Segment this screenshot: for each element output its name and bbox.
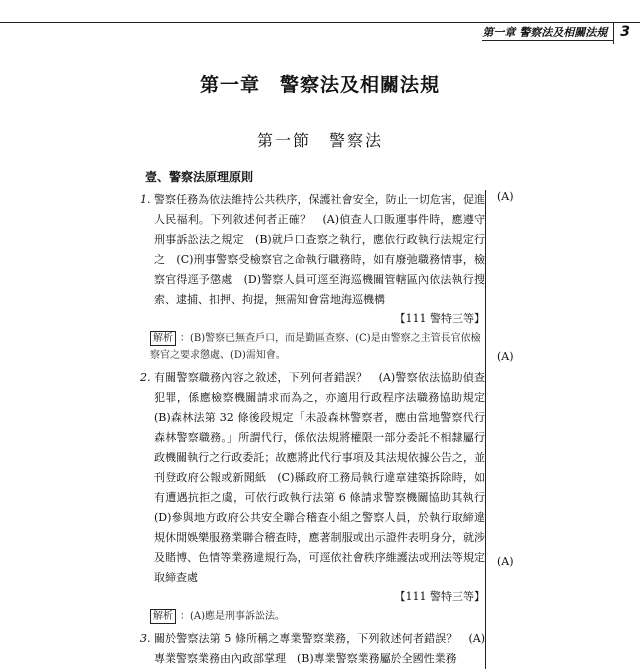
subheading: 壹、警察法原理原則 bbox=[145, 170, 254, 184]
running-header-title: 第一章 警察法及相關法規 bbox=[482, 22, 613, 41]
question-text: 有關警察職務內容之敘述，下列何者錯誤？ (A)警察依法協助偵查犯罪，係應檢察機關請求而為之，亦適用行政程序法職務協助規定 (B)森林法第 32 條後段規定「未設森林警察者，應由當地警察代行森林警察職務。」所謂代行，係依法規將權限一部分委託不相隸屬行政機關執行之行政委託；故應將此代行事項及其法規依據公告之，並刊登政府公報或新聞紙 (C)縣政府工務局執行違章建築拆除時，如有遭遇抗拒之虞，可依行政執行法第 6 條請求警察機關協助其執行 (D)參與地方政府公共安全聯合稽查小組之警察人員，於執行取締違規休閒娛樂服務業聯合稽查時，應著制服或出示證件表明身分，就涉及賭博、色情等業務違規行為，可逕依社會秩序維護法或刑法等規定取締查處 bbox=[154, 371, 496, 584]
question-item bbox=[140, 190, 485, 310]
question-number: 3. bbox=[140, 632, 151, 645]
explanation-text: ：(A)應是刑事訴訟法。 bbox=[180, 611, 286, 622]
question-source: 【111 警特三等】 bbox=[394, 312, 485, 325]
explanation bbox=[150, 608, 485, 625]
page-number: 3 bbox=[613, 22, 630, 44]
explanation bbox=[150, 330, 485, 364]
question-item bbox=[140, 629, 485, 669]
question-list bbox=[140, 190, 496, 669]
chapter-title: 第一章 警察法及相關法規 bbox=[199, 74, 440, 96]
question-number: 2. bbox=[140, 371, 151, 384]
answer-2: (A) bbox=[497, 350, 514, 363]
explanation-text: ：(B)警察已無查戶口，而是勤區查察、(C)是由警察之主管長官依檢察官之要求懲處、(D)需知會。 bbox=[150, 333, 481, 361]
section-title: 第一節 警察法 bbox=[256, 131, 383, 150]
question-number: 1. bbox=[140, 193, 151, 206]
question-item bbox=[140, 368, 496, 588]
explanation-label: 解析 bbox=[150, 609, 176, 624]
question-text: 警察任務為依法維持公共秩序，保護社會安全，防止一切危害，促進人民福利。下列敘述何者正確？ (A)偵查人口販運事件時，應遵守刑事訴訟法之規定 (B)就戶口查察之執行，應依行政執行法規定行之 (C)刑事警察受檢察官之命執行職務時，如有廢弛職務情事，檢察官得逕予懲處 (D)警察人員可逕至海巡機關管轄區內依法執行搜索、逮捕、扣押、拘提，無需知會當地海巡機構 bbox=[154, 193, 485, 306]
running-header bbox=[482, 22, 630, 44]
answer-1: (A) bbox=[497, 190, 514, 203]
explanation-label: 解析 bbox=[150, 331, 176, 346]
question-text: 關於警察法第 5 條所稱之專業警察業務，下列敘述何者錯誤？ (A)專業警察業務由內政部掌理 (B)專業警察業務屬於全國性業務 bbox=[154, 632, 485, 665]
answer-3: (A) bbox=[497, 555, 514, 568]
question-source: 【111 警特三等】 bbox=[394, 590, 485, 603]
